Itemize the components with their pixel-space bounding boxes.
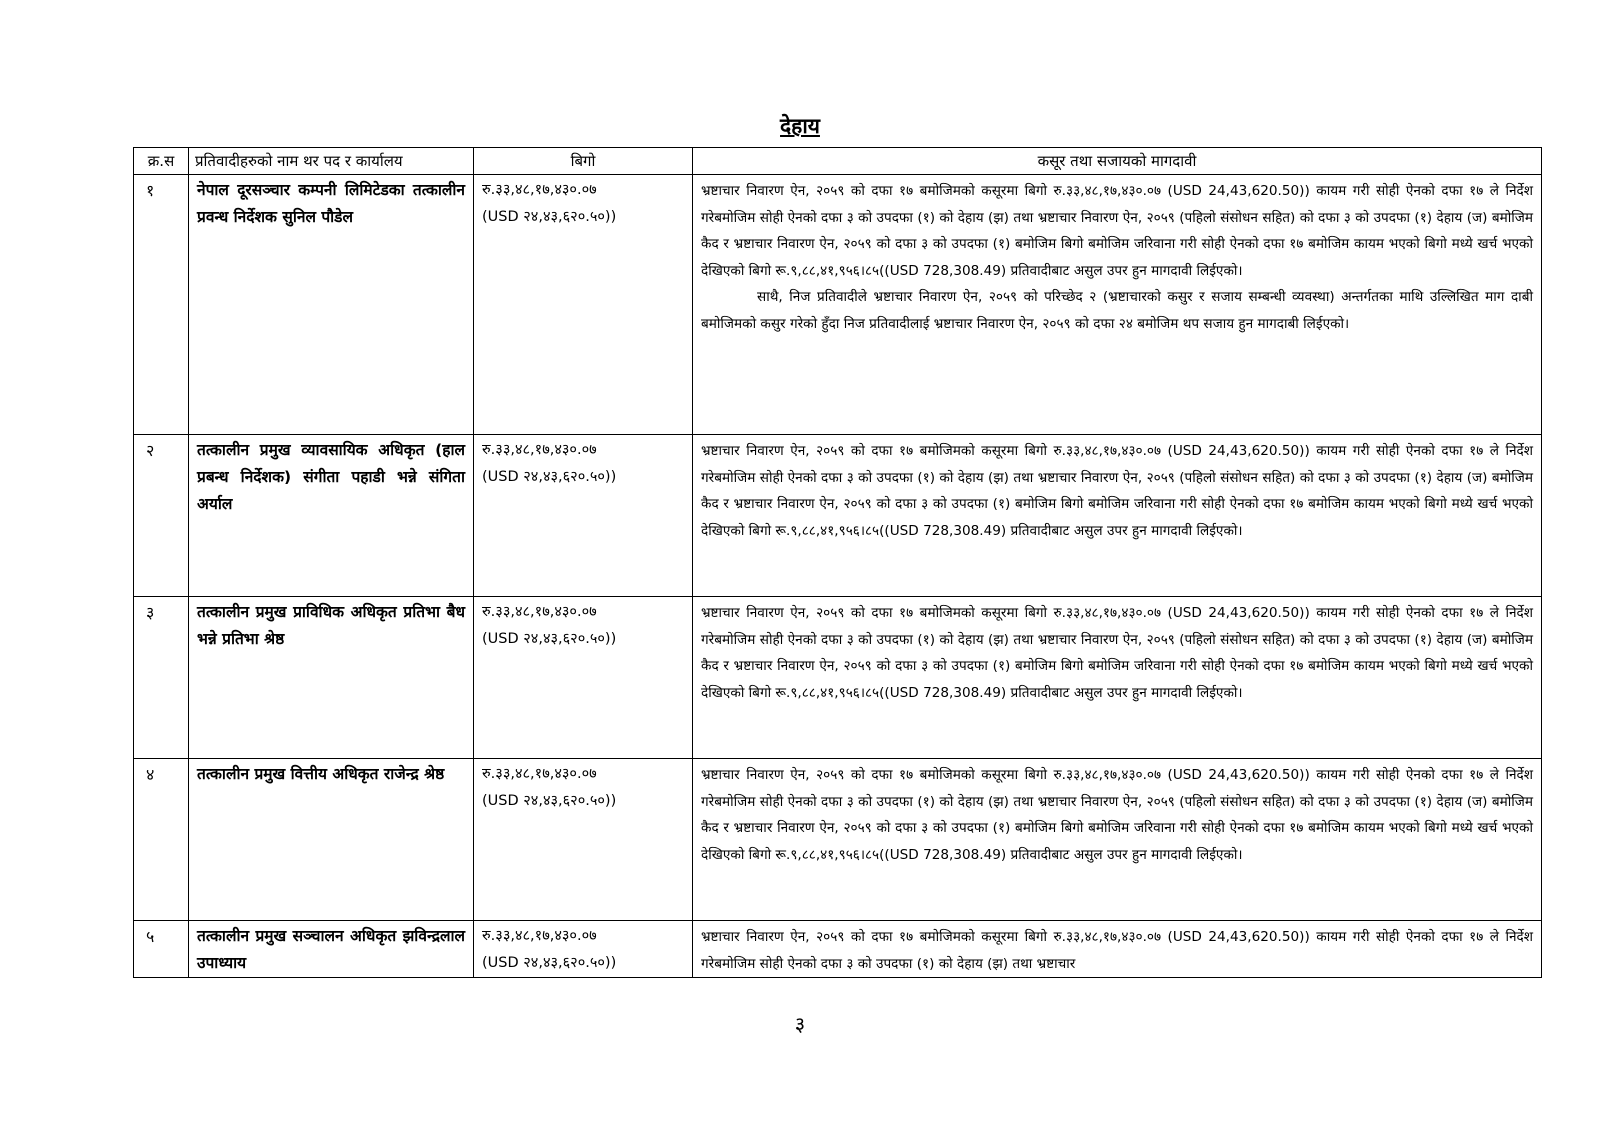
row-charge xyxy=(693,435,1542,597)
header-amount: बिगो xyxy=(474,148,693,175)
row-serial: ४ xyxy=(134,759,189,921)
page-title: देहाय xyxy=(780,114,820,138)
amount-npr: रु.३३,४८,१७,४३०.०७ xyxy=(482,604,597,620)
amount-usd: (USD २४,४३,६२०.५०)) xyxy=(482,209,617,225)
header-serial: क्र.स xyxy=(134,148,189,175)
row-amount xyxy=(474,597,693,759)
row-defendant-name: तत्कालीन प्रमुख व्यावसायिक अधिकृत (हाल प्रबन्ध निर्देशक) संगीता पहाडी भन्ने संगिता अर्याल xyxy=(189,435,474,597)
charge-extra-text: साथै, निज प्रतिवादीले भ्रष्टाचार निवारण ऐन, २०५९ को परिच्छेद २ (भ्रष्टाचारको कसुर र सजाय सम्बन्धी व्यवस्था) अन्तर्गतका माथि उल्लिखित माग दाबी बमोजिमको कसुर गरेको हुँदा निज प्रतिवादीलाई भ्रष्टाचार निवारण ऐन, २०५९ को दफा २४ बमोजिम थप सजाय हुन मागदाबी लिईएको। xyxy=(701,289,1533,332)
amount-npr: रु.३३,४८,१७,४३०.०७ xyxy=(482,442,597,458)
row-serial: ५ xyxy=(134,921,189,978)
row-serial: १ xyxy=(134,175,189,435)
amount-usd: (USD २४,४३,६२०.५०)) xyxy=(482,631,617,647)
amount-usd: (USD २४,४३,६२०.५०)) xyxy=(482,955,617,971)
amount-usd: (USD २४,४३,६२०.५०)) xyxy=(482,469,617,485)
row-charge xyxy=(693,597,1542,759)
amount-npr: रु.३३,४८,१७,४३०.०७ xyxy=(482,766,597,782)
table-row xyxy=(134,759,1542,921)
charge-text: भ्रष्टाचार निवारण ऐन, २०५९ को दफा १७ बमोजिमको कसूरमा बिगो रु.३३,४८,१७,४३०.०७ (USD 24,43,620.50)) कायम गरी सोही ऐनको दफा १७ ले निर्देश गरेबमोजिम सोही ऐनको दफा ३ को उपदफा (१) को देहाय (झ) तथा भ्रष्टाचार निवारण ऐन, २०५९ (पहिलो संसोधन सहित) को दफा ३ को उपदफा (१) देहाय (ज) बमोजिम कैद र भ्रष्टाचार निवारण ऐन, २०५९ को दफा ३ को उपदफा (१) बमोजिम बिगो बमोजिम जरिवाना गरी सोही ऐनको दफा १७ बमोजिम कायम भएको बिगो मध्ये खर्च भएको देखिएको बिगो रू.९,८८,४१,९५६।८५((USD 728,308.49) प्रतिवादीबाट असुल उपर हुन मागदावी लिईएको। xyxy=(701,443,1533,539)
defendants-table xyxy=(133,147,1542,978)
row-amount xyxy=(474,921,693,978)
row-defendant-name: तत्कालीन प्रमुख वित्तीय अधिकृत राजेन्द्र श्रेष्ठ xyxy=(189,759,474,921)
row-defendant-name: तत्कालीन प्रमुख प्राविधिक अधिकृत प्रतिभा बैध भन्ने प्रतिभा श्रेष्ठ xyxy=(189,597,474,759)
row-amount xyxy=(474,759,693,921)
page-number: ३ xyxy=(794,1012,806,1036)
table-row xyxy=(134,597,1542,759)
header-charge: कसूर तथा सजायको मागदावी xyxy=(693,148,1542,175)
amount-usd: (USD २४,४३,६२०.५०)) xyxy=(482,793,617,809)
row-charge xyxy=(693,175,1542,435)
row-charge xyxy=(693,759,1542,921)
charge-text: भ्रष्टाचार निवारण ऐन, २०५९ को दफा १७ बमोजिमको कसूरमा बिगो रु.३३,४८,१७,४३०.०७ (USD 24,43,620.50)) कायम गरी सोही ऐनको दफा १७ ले निर्देश गरेबमोजिम सोही ऐनको दफा ३ को उपदफा (१) को देहाय (झ) तथा भ्रष्टाचार निवारण ऐन, २०५९ (पहिलो संसोधन सहित) को दफा ३ को उपदफा (१) देहाय (ज) बमोजिम कैद र भ्रष्टाचार निवारण ऐन, २०५९ को दफा ३ को उपदफा (१) बमोजिम बिगो बमोजिम जरिवाना गरी सोही ऐनको दफा १७ बमोजिम कायम भएको बिगो मध्ये खर्च भएको देखिएको बिगो रू.९,८८,४१,९५६।८५((USD 728,308.49) प्रतिवादीबाट असुल उपर हुन मागदावी लिईएको। xyxy=(701,767,1533,863)
row-charge xyxy=(693,921,1542,978)
charge-text: भ्रष्टाचार निवारण ऐन, २०५९ को दफा १७ बमोजिमको कसूरमा बिगो रु.३३,४८,१७,४३०.०७ (USD 24,43,620.50)) कायम गरी सोही ऐनको दफा १७ ले निर्देश गरेबमोजिम सोही ऐनको दफा ३ को उपदफा (१) को देहाय (झ) तथा भ्रष्टाचार xyxy=(701,929,1533,972)
row-serial: २ xyxy=(134,435,189,597)
table-row xyxy=(134,435,1542,597)
row-amount xyxy=(474,435,693,597)
row-defendant-name: नेपाल दूरसञ्चार कम्पनी लिमिटेडका तत्कालीन प्रवन्ध निर्देशक सुनिल पौडेल xyxy=(189,175,474,435)
row-amount xyxy=(474,175,693,435)
header-name: प्रतिवादीहरुको नाम थर पद र कार्यालय xyxy=(189,148,474,175)
amount-npr: रु.३३,४८,१७,४३०.०७ xyxy=(482,182,597,198)
row-defendant-name: तत्कालीन प्रमुख सञ्चालन अधिकृत झविन्द्रलाल उपाध्याय xyxy=(189,921,474,978)
charge-text: भ्रष्टाचार निवारण ऐन, २०५९ को दफा १७ बमोजिमको कसूरमा बिगो रु.३३,४८,१७,४३०.०७ (USD 24,43,620.50)) कायम गरी सोही ऐनको दफा १७ ले निर्देश गरेबमोजिम सोही ऐनको दफा ३ को उपदफा (१) को देहाय (झ) तथा भ्रष्टाचार निवारण ऐन, २०५९ (पहिलो संसोधन सहित) को दफा ३ को उपदफा (१) देहाय (ज) बमोजिम कैद र भ्रष्टाचार निवारण ऐन, २०५९ को दफा ३ को उपदफा (१) बमोजिम बिगो बमोजिम जरिवाना गरी सोही ऐनको दफा १७ बमोजिम कायम भएको बिगो मध्ये खर्च भएको देखिएको बिगो रू.९,८८,४१,९५६।८५((USD 728,308.49) प्रतिवादीबाट असुल उपर हुन मागदावी लिईएको। xyxy=(701,605,1533,701)
row-serial: ३ xyxy=(134,597,189,759)
charge-text: भ्रष्टाचार निवारण ऐन, २०५९ को दफा १७ बमोजिमको कसूरमा बिगो रु.३३,४८,१७,४३०.०७ (USD 24,43,620.50)) कायम गरी सोही ऐनको दफा १७ ले निर्देश गरेबमोजिम सोही ऐनको दफा ३ को उपदफा (१) को देहाय (झ) तथा भ्रष्टाचार निवारण ऐन, २०५९ (पहिलो संसोधन सहित) को दफा ३ को उपदफा (१) देहाय (ज) बमोजिम कैद र भ्रष्टाचार निवारण ऐन, २०५९ को दफा ३ को उपदफा (१) बमोजिम बिगो बमोजिम जरिवाना गरी सोही ऐनको दफा १७ बमोजिम कायम भएको बिगो मध्ये खर्च भएको देखिएको बिगो रू.९,८८,४१,९५६।८५((USD 728,308.49) प्रतिवादीबाट असुल उपर हुन मागदावी लिईएको। xyxy=(701,183,1533,279)
table-header-row xyxy=(134,148,1542,175)
amount-npr: रु.३३,४८,१७,४३०.०७ xyxy=(482,928,597,944)
table-row xyxy=(134,175,1542,435)
table-row xyxy=(134,921,1542,978)
